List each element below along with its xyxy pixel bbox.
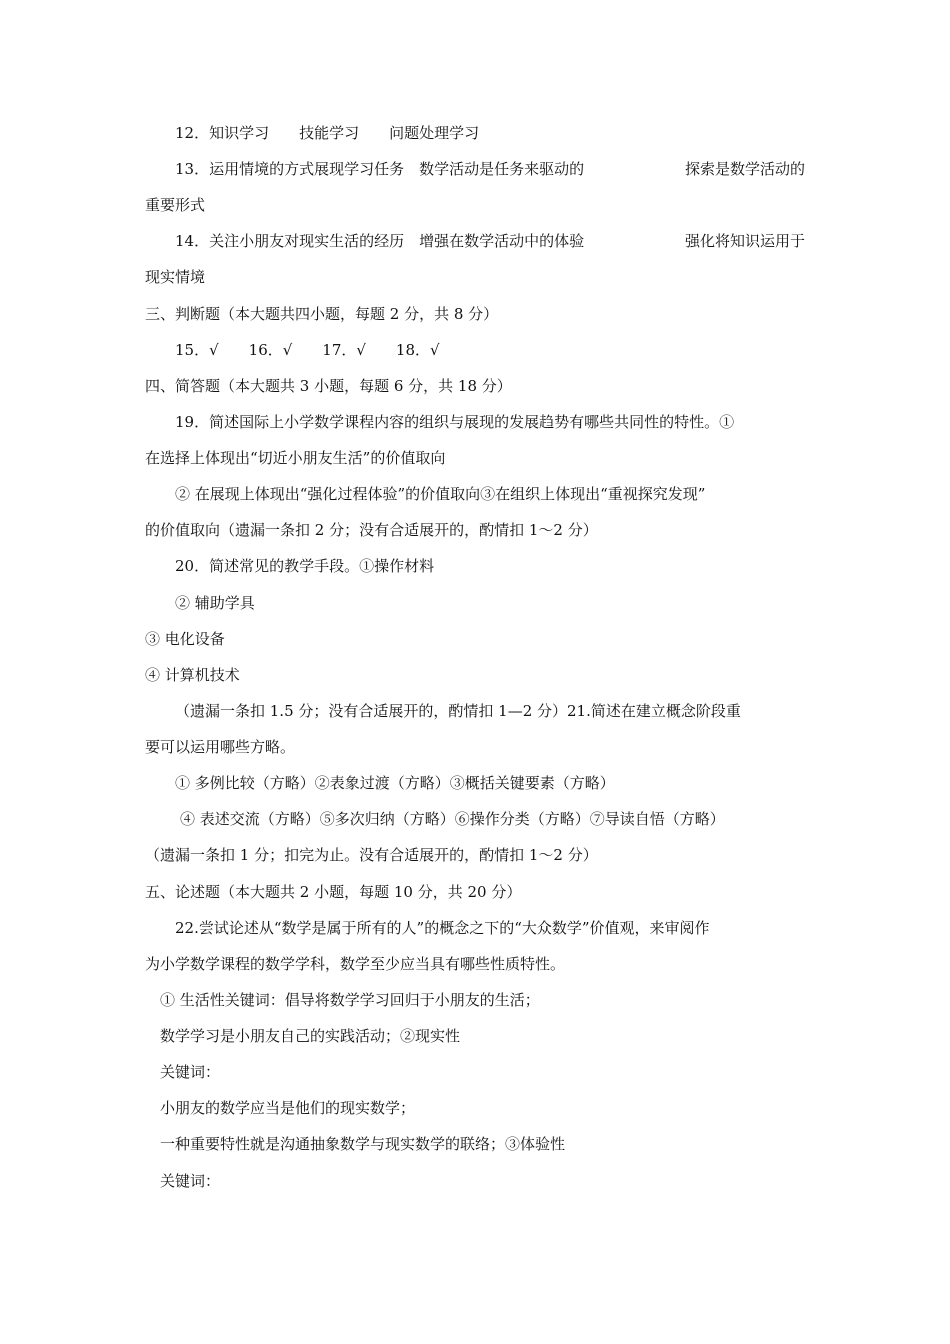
question-19-line4: 的价值取向（遗漏一条扣 2 分；没有合适展开的，酌情扣 1～2 分）	[145, 521, 598, 539]
answer-14-part2: 强化将知识运用于	[684, 232, 805, 250]
question-20-item4: ④ 计算机技术	[145, 666, 240, 684]
answer-13-part1: 13．运用情境的方式展现学习任务 数学活动是任务来驱动的	[175, 160, 585, 178]
answer-13-part2: 探索是数学活动的	[684, 160, 805, 178]
answer-14-line1	[175, 231, 805, 251]
question-20-line1: 20．简述常见的教学手段。①操作材料	[175, 557, 435, 575]
question-22-line1: 22.尝试论述从“数学是属于所有的人”的概念之下的“大众数学”价值观，来审阅作	[175, 919, 710, 937]
question-19-line2: 在选择上体现出“切近小朋友生活”的价值取向	[145, 449, 446, 467]
answer-14-line2: 现实情境	[145, 268, 206, 286]
question-22-line8: 关键词：	[160, 1172, 221, 1190]
question-22-line5: 关键词：	[160, 1063, 221, 1081]
question-22-line2: 为小学数学课程的数学学科，数学至少应当具有哪些性质特性。	[145, 955, 566, 973]
section-3-heading: 三、判断题（本大题共四小题，每题 2 分，共 8 分）	[145, 305, 499, 323]
question-21-line4: ④ 表述交流（方略）⑤多次归纳（方略）⑥操作分类（方略）⑦导读自悟（方略）	[180, 810, 725, 828]
question-20-item2: ② 辅助学具	[175, 594, 255, 612]
answer-13-line1	[175, 159, 805, 179]
question-22-line6: 小朋友的数学应当是他们的现实数学；	[160, 1099, 416, 1117]
answer-14-part1: 14．关注小朋友对现实生活的经历 增强在数学活动中的体验	[175, 232, 585, 250]
answer-13-line2: 重要形式	[145, 196, 206, 214]
question-19-line1: 19．简述国际上小学数学课程内容的组织与展现的发展趋势有哪些共同性的特性。①	[175, 413, 735, 431]
question-21-line5: （遗漏一条扣 1 分；扣完为止。没有合适展开的，酌情扣 1～2 分）	[145, 846, 598, 864]
section-4-heading: 四、简答题（本大题共 3 小题，每题 6 分，共 18 分）	[145, 377, 512, 395]
question-21-line1: （遗漏一条扣 1.5 分；没有合适展开的，酌情扣 1—2 分）21.简述在建立概念阶段重	[175, 702, 741, 720]
question-20-item3: ③ 电化设备	[145, 630, 225, 648]
question-22-line7: 一种重要特性就是沟通抽象数学与现实数学的联络；③体验性	[160, 1135, 566, 1153]
question-22-line3: ① 生活性关键词：倡导将数学学习回归于小朋友的生活；	[160, 991, 540, 1009]
question-22-line4: 数学学习是小朋友自己的实践活动；②现实性	[160, 1027, 461, 1045]
question-21-line3: ① 多例比较（方略）②表象过渡（方略）③概括关键要素（方略）	[175, 774, 615, 792]
section-5-heading: 五、论述题（本大题共 2 小题，每题 10 分，共 20 分）	[145, 883, 522, 901]
question-21-line2: 要可以运用哪些方略。	[145, 738, 296, 756]
answers-15-18: 15．√ 16．√ 17．√ 18．√	[175, 341, 440, 359]
question-19-line3: ② 在展现上体现出“强化过程体验”的价值取向③在组织上体现出“重视探究发现”	[175, 485, 706, 503]
answer-12: 12．知识学习 技能学习 问题处理学习	[175, 124, 480, 142]
